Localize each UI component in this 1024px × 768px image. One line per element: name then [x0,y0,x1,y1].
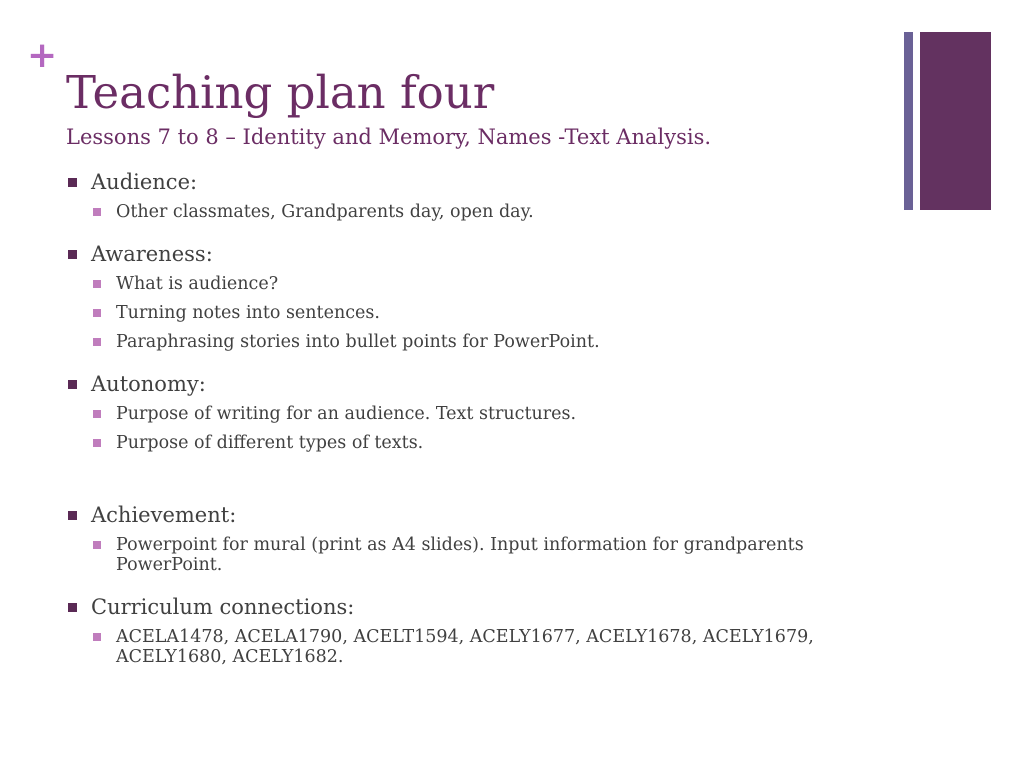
section-audience [68,168,888,222]
section-autonomy [68,370,888,453]
decorative-bar-thick [920,32,991,210]
section-awareness [68,240,888,352]
item-text: What is audience? [116,274,279,294]
heading-text: Achievement: [91,503,237,527]
square-bullet-icon [68,178,77,187]
square-bullet-icon [68,511,77,520]
slide-content [68,168,888,685]
item-text: Powerpoint for mural (print as A4 slides). Input information for grandparents PowerPoint. [116,535,804,575]
bullet-item [68,274,888,294]
item-text: Purpose of writing for an audience. Text structures. [116,404,577,424]
square-bullet-icon [68,603,77,612]
square-bullet-icon [93,541,101,549]
bullet-heading [68,501,888,529]
item-text: Paraphrasing stories into bullet points for PowerPoint. [116,332,600,352]
square-bullet-icon [68,380,77,389]
bullet-heading [68,593,888,621]
heading-text: Awareness: [91,242,213,266]
square-bullet-icon [93,208,101,216]
bullet-item [68,433,888,453]
square-bullet-icon [68,250,77,259]
heading-text: Audience: [91,170,198,194]
item-text: Other classmates, Grandparents day, open day. [116,202,534,222]
item-text: Turning notes into sentences. [116,303,380,323]
bullet-heading [68,168,888,196]
bullet-item [68,303,888,323]
section-achievement [68,501,888,575]
square-bullet-icon [93,309,101,317]
heading-text: Autonomy: [91,372,206,396]
plus-icon: + [27,35,58,76]
item-text: ACELA1478, ACELA1790, ACELT1594, ACELY1677, ACELY1678, ACELY1679, ACELY1680, ACELY1682. [116,627,814,667]
slide-subtitle: Lessons 7 to 8 – Identity and Memory, Names -Text Analysis. [66,125,712,149]
bullet-heading [68,370,888,398]
square-bullet-icon [93,280,101,288]
slide-title: Teaching plan four [66,66,495,119]
decorative-bar-thin [904,32,913,210]
bullet-item [68,202,888,222]
bullet-heading [68,240,888,268]
square-bullet-icon [93,439,101,447]
section-curriculum-connections [68,593,888,667]
bullet-item [68,404,888,424]
bullet-item [68,332,888,352]
square-bullet-icon [93,633,101,641]
square-bullet-icon [93,410,101,418]
item-text: Purpose of different types of texts. [116,433,424,453]
bullet-item [68,627,888,667]
square-bullet-icon [93,338,101,346]
heading-text: Curriculum connections: [91,595,355,619]
bullet-item [68,535,888,575]
